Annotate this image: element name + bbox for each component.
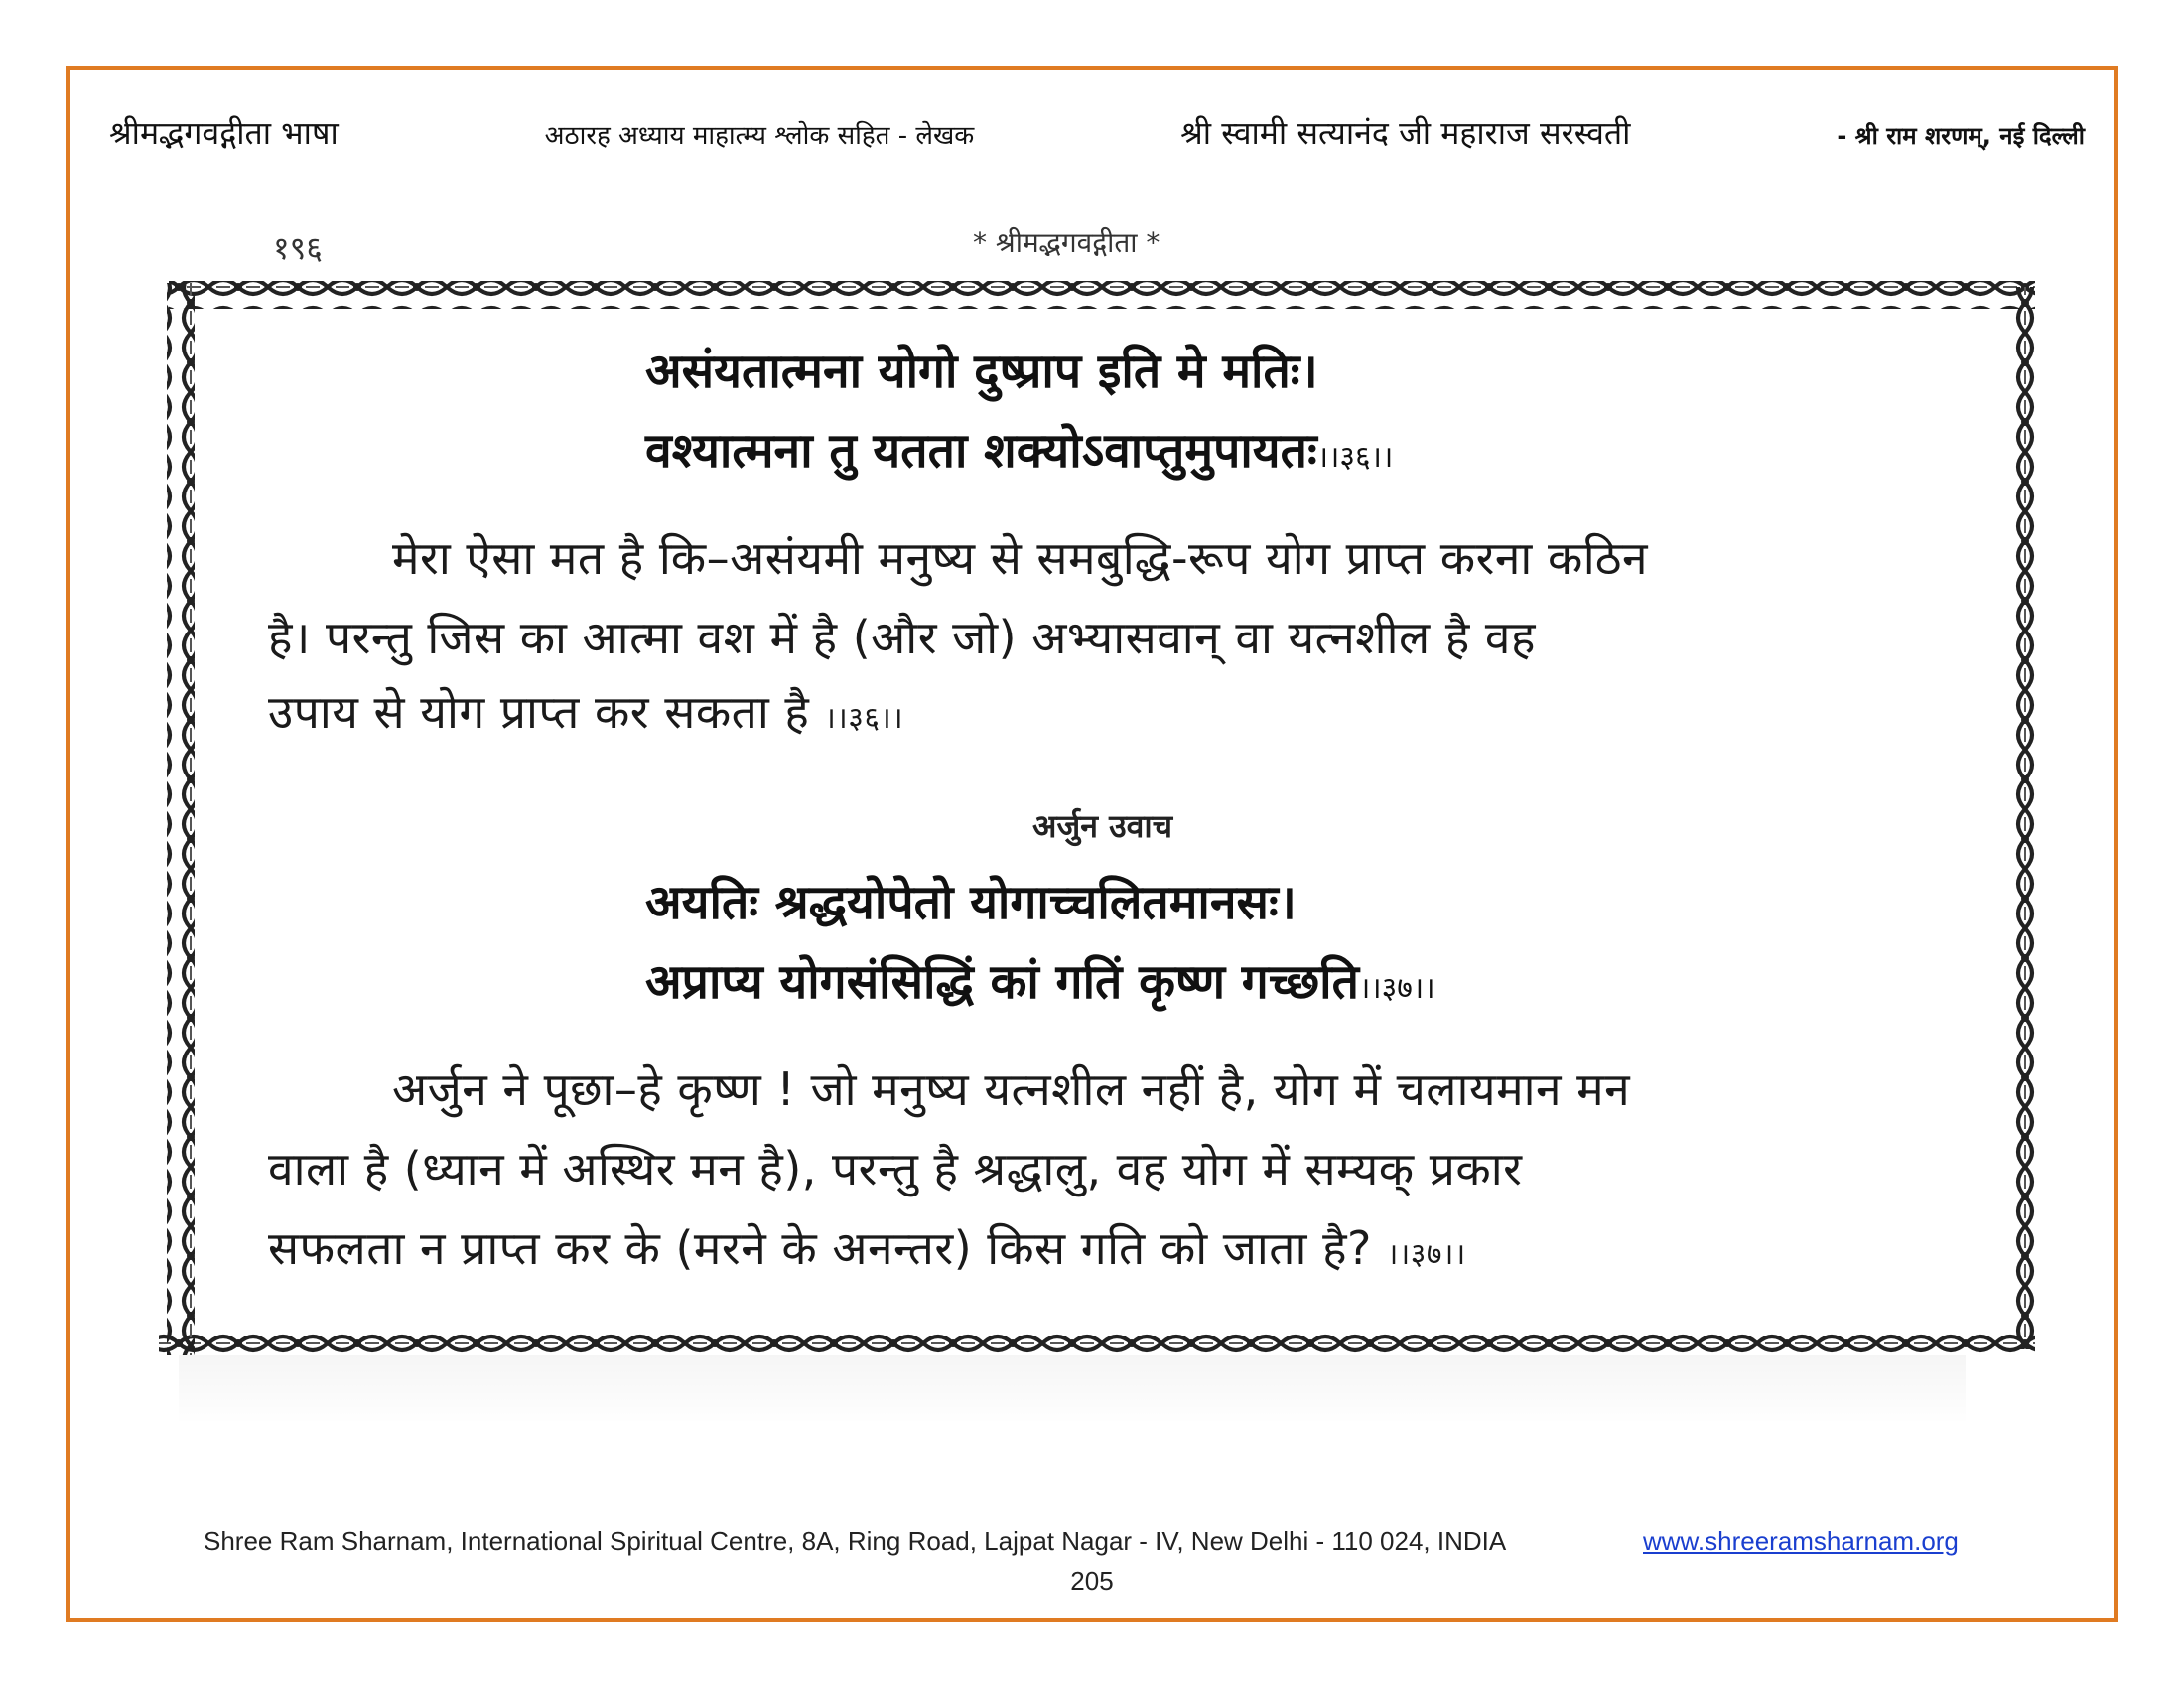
scan-shadow (179, 1355, 1966, 1425)
commentary-36-line-3-text: उपाय से योग प्राप्त कर सकता है (268, 685, 810, 739)
commentary-36-line-2: है। परन्तु जिस का आत्मा वश में है (और जो) अभ्यासवान् वा यत्नशील है वह (268, 611, 1536, 664)
commentary-36-line-1: मेरा ऐसा मत है कि–असंयमी मनुष्य से समबुद्धि-रूप योग प्राप्त करना कठिन (392, 531, 1648, 585)
scan-running-head: * श्रीमद्भगवद्गीता * (973, 226, 1160, 259)
scanned-page (149, 273, 2060, 1365)
commentary-37-line-1: अर्जुन ने पूछा–हे कृष्ण ! जो मनुष्य यत्नशील नहीं है, योग में चलायमान मन (392, 1062, 1631, 1116)
verse-37-number: ।।३७।। (1358, 971, 1435, 1006)
document-header (109, 111, 2085, 171)
commentary-37-line-3 (268, 1216, 1466, 1278)
header-place: - श्री राम शरणम्, नई दिल्ली (1837, 122, 2085, 150)
footer-website-link[interactable]: www.shreeramsharnam.org (1643, 1526, 1959, 1556)
commentary-37-line-2: वाला है (ध्यान में अस्थिर मन है), परन्तु है श्रद्धालु, वह योग में सम्यक् प्रकार (268, 1142, 1523, 1196)
commentary-36-number: ।।३६।। (824, 701, 904, 736)
commentary-37-number: ।।३७।। (1387, 1237, 1466, 1272)
footer-page-number: 205 (1070, 1566, 1114, 1596)
verse-36-number: ।।३६।। (1316, 440, 1394, 475)
commentary-37-line-3-text: सफलता न प्राप्त कर के (मरने के अनन्तर) किस गति को जाता है? (268, 1221, 1372, 1275)
verse-36-line-1: असंयतात्मना योगो दुष्प्राप इति मे मतिः। (645, 344, 1318, 399)
scan-page-number: १९६ (273, 229, 323, 267)
verse-36-line-2 (645, 417, 1393, 482)
commentary-36-line-3 (268, 680, 903, 742)
verse-37-line-2-text: अप्राप्य योगसंसिद्धिं कां गतिं कृष्ण गच्छति (645, 954, 1359, 1010)
footer-address: Shree Ram Sharnam, International Spiritual Centre, 8A, Ring Road, Lajpat Nagar - IV, New Delhi - 110 024, INDIA (204, 1526, 1507, 1556)
header-author: श्री स्वामी सत्यानंद जी महाराज सरस्वती (1180, 114, 1631, 152)
speaker-label: अर्जुन उवाच (1032, 807, 1173, 845)
header-title: श्रीमद्भगवद्गीता भाषा (109, 114, 339, 152)
verse-36-line-2-text: वश्यात्मना तु यतता शक्योऽवाप्तुमुपायतः (645, 423, 1317, 479)
footer-address-line (204, 1526, 1990, 1566)
verse-37-line-2 (645, 948, 1435, 1013)
verse-37-line-1: अयतिः श्रद्धयोपेतो योगाच्चलितमानसः। (645, 875, 1297, 930)
header-subtitle: अठारह अध्याय माहात्म्य श्लोक सहित - लेखक (544, 121, 975, 151)
